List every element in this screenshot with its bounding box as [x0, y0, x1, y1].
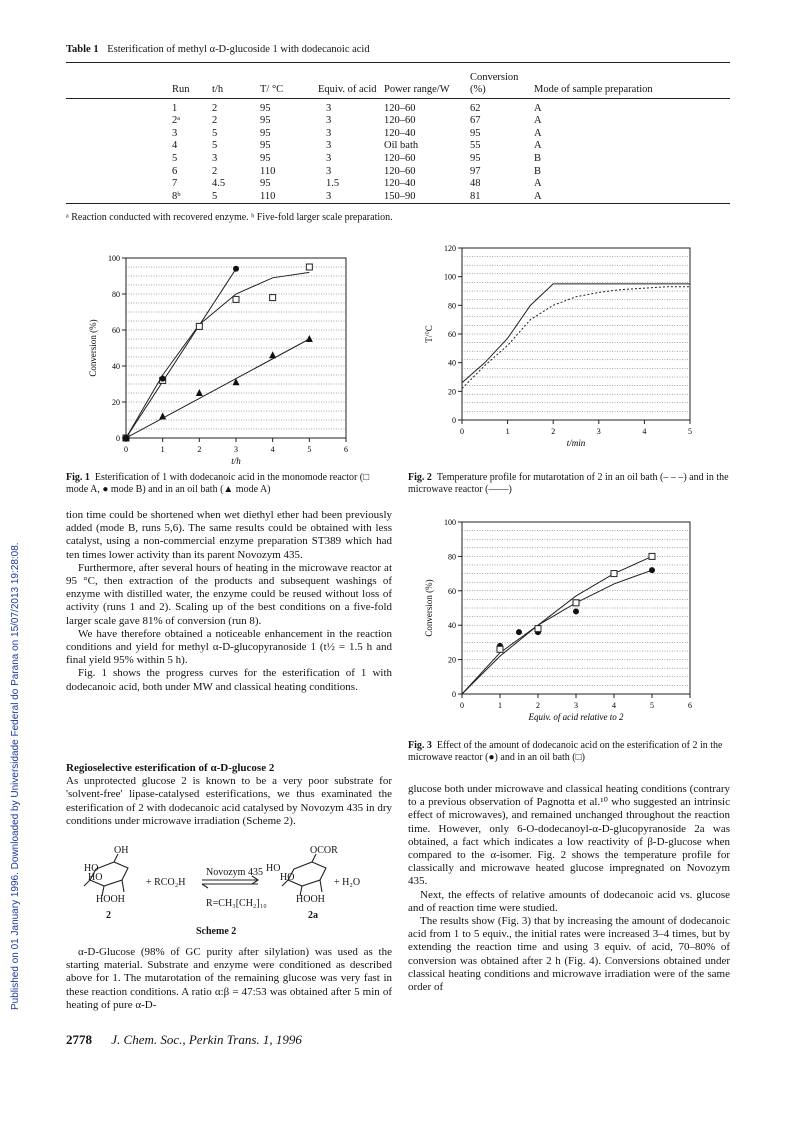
table-cell: 95: [260, 140, 271, 152]
table-cell: 4: [172, 140, 178, 152]
data-table: [66, 70, 730, 203]
y-tick-label: 0: [116, 434, 120, 443]
fig2-chart: [408, 238, 708, 470]
table-cell: 3: [326, 165, 332, 177]
x-tick-label: 0: [460, 427, 464, 436]
table-cell: 2: [212, 115, 218, 127]
table-cell: 67: [470, 115, 481, 127]
table-cell: 81: [470, 190, 481, 202]
table-cell: 55: [470, 140, 481, 152]
left-column-bottom: [66, 946, 392, 1012]
table-row: [66, 190, 730, 203]
table-cell: 120–40: [384, 178, 416, 190]
y-tick-label: 40: [448, 358, 456, 368]
scheme-water: + H₂O: [334, 877, 361, 888]
scheme-hooh-left: HOOH: [96, 894, 125, 905]
plot-frame: [462, 522, 690, 694]
x-tick-label: 1: [505, 427, 510, 436]
scheme-r-definition: R=CH₃[CH₂]₁₀: [206, 898, 267, 909]
col-equiv: Equiv. of acid: [318, 84, 377, 95]
scheme-label: Scheme 2: [196, 926, 237, 937]
table-cell: 3: [326, 127, 332, 139]
left-para-5: As unprotected glucose 2 is known to be a very poor substrate for 'solvent-free' lipase-catalysed esterifications, we thus examinated the esterification of 2 with dodecanoic acid catalysed by Novozym 435 in dry conditions under microwave irradiation (Scheme 2).: [66, 775, 392, 827]
table-header-row: [66, 70, 730, 96]
left-para-4: Fig. 1 shows the progress curves for the esterification of 1 with dodecanoic acid, both under MW and classical heating conditions.: [66, 667, 392, 693]
scheme-2-reaction: [66, 844, 396, 924]
y-axis-label: Conversion (%): [88, 319, 98, 377]
x-axis-label: Equiv. of acid relative to 2: [528, 712, 624, 722]
table-footnote: ᵃ Reaction conducted with recovered enzyme. ᵇ Five-fold larger scale preparation.: [66, 212, 393, 223]
y-tick-label: 60: [448, 586, 456, 596]
table-row: [66, 140, 730, 153]
table-cell: 3: [172, 127, 178, 139]
data-point-square: [649, 553, 655, 559]
data-point-circle: [649, 567, 655, 573]
left-para-1: tion time could be shortened when wet diethyl ether had been previously added (mode B, runs 5,6). The same results could be obtained with less catalyst, using a non-commercial enzyme preparation ST389 which had ten times lower activity than its parent Novozym 435.: [66, 509, 392, 561]
table-cell: 2ᵃ: [172, 115, 181, 127]
table-cell: 8ᵇ: [172, 190, 181, 202]
y-axis-label: Conversion (%): [424, 579, 434, 637]
data-point-square: [611, 571, 617, 577]
plot-frame: [462, 248, 690, 420]
y-tick-label: 80: [448, 301, 456, 311]
table-cell: 5: [212, 140, 218, 152]
series-line-solid: [462, 284, 690, 383]
section-heading: Regioselective esterification of α-D-glucose 2: [66, 762, 275, 774]
x-tick-label: 5: [688, 427, 692, 436]
scheme-hooh-right: HOOH: [296, 894, 325, 905]
col-power: Power range/W: [384, 84, 450, 95]
table-cell: 2: [212, 102, 218, 114]
table-title-text: Esterification of methyl α-D-glucoside 1 with dodecanoic acid: [107, 44, 370, 55]
x-tick-label: 2: [551, 427, 556, 436]
right-para-1: glucose both under microwave and classical heating conditions (contrary to a previous observation of Pagnotta et al.¹⁰ who suggested an intrinsic effect of microwaves), and remained unchanged throughout the reaction time. However, only 6-O-dodecanoyl-α-D-glucopyranoside 2a was obtained, a fact which indicates a low reactivity of β-D-glucose when compared to the α-isomer. Fig. 2 shows the temperature profile for classically and microwave heated glucose impregnated on Novozym 435.: [408, 783, 730, 888]
page-number: 2778: [66, 1032, 92, 1047]
download-watermark-text: Published on 01 January 1996. Downloaded by Universidade Federal do Parana on 15/07/2013 19:28:08.: [10, 542, 21, 1010]
fig1-caption-label: Fig. 1: [66, 472, 90, 483]
table-cell: 3: [326, 152, 332, 164]
scheme-oh-top: OH: [114, 845, 129, 856]
table-cell: 4.5: [212, 178, 226, 190]
data-point-square: [497, 646, 503, 652]
table-cell: 95: [470, 152, 481, 164]
x-tick-label: 6: [688, 701, 692, 710]
x-tick-label: 2: [536, 701, 540, 710]
table-label: Table 1: [66, 44, 99, 55]
col-run: Run: [172, 84, 190, 95]
x-tick-label: 5: [650, 701, 654, 710]
table-cell: 120–40: [384, 127, 416, 139]
x-tick-label: 3: [596, 427, 601, 436]
table-cell: 150–90: [384, 190, 416, 202]
scheme-ho-left: HO: [84, 863, 99, 874]
table-cell: 95: [470, 127, 481, 139]
data-point-circle: [516, 629, 522, 635]
table-cell: 95: [260, 127, 271, 139]
data-point-square: [535, 626, 541, 632]
table-row: [66, 96, 730, 115]
fig1-chart: [66, 238, 366, 470]
table-cell: 97: [470, 165, 481, 177]
table-cell: 120–60: [384, 165, 416, 177]
right-para-3: The results show (Fig. 3) that by increasing the amount of dodecanoic acid from 1 to 5 equiv., the initial rates were increased 3–4 times, but by extending the reaction time and using 3 equiv. of acid, 70–80% of conversion was obtained after 2 h (Fig. 4). Conversions obtained under classical heating conditions and microwave irradiation were of the same order of: [408, 915, 730, 994]
table-cell: 120–60: [384, 152, 416, 164]
scheme-ho-right: HO: [266, 863, 281, 874]
fig3-chart: [408, 512, 708, 748]
table-cell: 1.5: [326, 178, 340, 190]
y-tick-label: 80: [448, 552, 456, 562]
x-tick-label: 0: [124, 445, 128, 454]
right-column: [408, 783, 730, 994]
journal-citation: J. Chem. Soc., Perkin Trans. 1, 1996: [111, 1032, 302, 1047]
table-cell: 2: [212, 165, 218, 177]
data-point-square: [270, 295, 276, 301]
table-cell: 3: [326, 102, 332, 114]
y-tick-label: 0: [452, 690, 456, 699]
fit-curve: [462, 570, 652, 694]
table-cell: 95: [260, 115, 271, 127]
x-tick-label: 4: [270, 445, 275, 454]
data-point-triangle: [196, 389, 203, 396]
table-cell: 120–60: [384, 102, 416, 114]
y-tick-label: 0: [452, 416, 456, 425]
table-bottom-rule: [66, 203, 730, 204]
fig2-caption-label: Fig. 2: [408, 472, 432, 483]
fig1-caption: [66, 472, 392, 496]
left-para-3: We have therefore obtained a noticeable enhancement in the reaction conditions and yield for methyl α-D-glucopyranoside 1 (t½ = 1.5 h and final yield 95% within 5 h).: [66, 627, 392, 667]
fit-curve: [126, 339, 309, 438]
col-time: t/h: [212, 84, 224, 95]
data-point-square: [196, 323, 202, 329]
y-tick-label: 40: [112, 362, 120, 371]
table-cell: A: [534, 102, 542, 114]
col-mode: Mode of sample preparation: [534, 84, 653, 95]
table-cell: B: [534, 165, 542, 177]
table-cell: 110: [260, 190, 276, 202]
y-tick-label: 20: [448, 655, 456, 665]
col-temp: T/ °C: [260, 84, 284, 95]
fig1-caption-text: Esterification of 1 with dodecanoic acid in the monomode reactor (□ mode A, ● mode B) and in an oil bath (▲ mode A): [66, 472, 370, 495]
table-row: [66, 165, 730, 178]
scheme-ho-left-2: HO: [88, 872, 103, 883]
table-cell: 95: [260, 102, 271, 114]
y-tick-label: 100: [444, 518, 456, 527]
data-point-triangle: [233, 378, 240, 385]
table-cell: 7: [172, 178, 178, 190]
y-tick-label: 100: [444, 272, 456, 282]
table-cell: 110: [260, 165, 276, 177]
x-tick-label: 6: [344, 445, 348, 454]
data-point-square: [233, 296, 239, 302]
x-tick-label: 3: [234, 445, 238, 454]
table-cell: Oil bath: [384, 140, 419, 152]
left-column-top: [66, 509, 392, 694]
fig3-caption-text: Effect of the amount of dodecanoic acid on the esterification of 2 in the microwave reactor (●) and in an oil bath (□): [408, 740, 723, 763]
table-cell: A: [534, 190, 542, 202]
fig3-caption: [408, 740, 730, 764]
table-top-rule: [66, 62, 730, 63]
table-cell: 3: [326, 115, 332, 127]
scheme-ocor: OCOR: [310, 845, 338, 856]
data-point-square: [306, 264, 312, 270]
x-tick-label: 1: [160, 445, 165, 454]
table-cell: 95: [260, 178, 271, 190]
table-cell: 3: [326, 140, 332, 152]
scheme-enzyme: Novozym 435: [206, 867, 263, 878]
data-point-circle: [573, 608, 579, 614]
download-watermark: [2, 210, 21, 1010]
table-cell: 62: [470, 102, 481, 114]
page-footer: [66, 1032, 302, 1048]
y-tick-label: 60: [112, 326, 120, 335]
y-tick-label: 40: [448, 621, 456, 631]
left-para-6: α-D-Glucose (98% of GC purity after silylation) was used as the starting material. Substrate and enzyme were conditioned as described above for 1. The mutarotation of the remaining glucose was very fast in these reaction conditions. A ratio α:β = 47:53 was obtained after 5 min of heating of pure α-D-: [66, 946, 392, 1011]
table-cell: A: [534, 140, 542, 152]
table-cell: 3: [212, 152, 218, 164]
data-point-circle: [160, 376, 166, 382]
y-tick-label: 60: [448, 330, 456, 339]
y-tick-label: 80: [112, 290, 120, 299]
scheme-reagent: + RCO₂H: [146, 877, 186, 888]
table-cell: 3: [326, 190, 332, 202]
scheme-compound-2: 2: [106, 910, 111, 921]
table-cell: A: [534, 127, 542, 139]
scheme-compound-2a: 2a: [308, 910, 318, 921]
y-tick-label: 20: [112, 398, 120, 407]
left-column-mid: [66, 762, 392, 828]
y-axis-label: T/°C: [424, 325, 434, 343]
table-row: [66, 127, 730, 140]
table-row: [66, 178, 730, 191]
x-tick-label: 3: [574, 701, 578, 710]
table-cell: 5: [212, 127, 218, 139]
col-conversion: Conversion (%): [470, 72, 519, 95]
data-point-circle: [233, 266, 239, 272]
x-tick-label: 2: [197, 445, 202, 454]
table-cell: 5: [212, 190, 218, 202]
data-point-triangle: [269, 351, 276, 358]
table-row: [66, 115, 730, 128]
fig2-caption-text: Temperature profile for mutarotation of 2 in an oil bath (– – –) and in the microwave reactor (——): [408, 472, 729, 495]
x-tick-label: 4: [612, 701, 616, 710]
table-cell: 6: [172, 165, 178, 177]
x-axis-label: t/min: [566, 438, 586, 448]
y-tick-label: 100: [108, 254, 120, 263]
scheme-ho-right-2: HO: [280, 872, 295, 883]
left-para-2: Furthermore, after several hours of heating in the microwave reactor at 95 °C, then extraction of the products and subsequent washings of enzyme with distilled water, the enzyme could be reused without loss of activity (runs 1 and 2). Scaling up of the best conditions on a five-fold larger scale gave 81% of conversion (run 8).: [66, 561, 392, 627]
data-point-square: [573, 600, 579, 606]
table-cell: A: [534, 178, 542, 190]
table-cell: B: [534, 152, 542, 164]
table-cell: 120–60: [384, 115, 416, 127]
table-body: [66, 96, 730, 203]
x-tick-label: 4: [642, 427, 647, 436]
x-tick-label: 0: [460, 701, 464, 710]
series-line-dashed: [462, 287, 690, 389]
y-tick-label: 120: [444, 244, 456, 253]
x-tick-label: 5: [307, 445, 312, 454]
x-tick-label: 1: [498, 701, 502, 710]
table-cell: 5: [172, 152, 178, 164]
fig3-caption-label: Fig. 3: [408, 740, 432, 751]
table-title: [66, 44, 370, 55]
fig2-caption: [408, 472, 730, 496]
table-cell: 1: [172, 102, 178, 114]
table-cell: 48: [470, 178, 481, 190]
x-axis-label: t/h: [231, 456, 241, 466]
data-point-triangle: [306, 335, 313, 342]
y-tick-label: 20: [448, 387, 456, 397]
table-cell: A: [534, 115, 542, 127]
right-para-2: Next, the effects of relative amounts of dodecanoic acid vs. glucose and of reaction time were studied.: [408, 888, 730, 914]
table-row: [66, 152, 730, 165]
data-point-triangle: [159, 412, 166, 419]
table-cell: 95: [260, 152, 271, 164]
